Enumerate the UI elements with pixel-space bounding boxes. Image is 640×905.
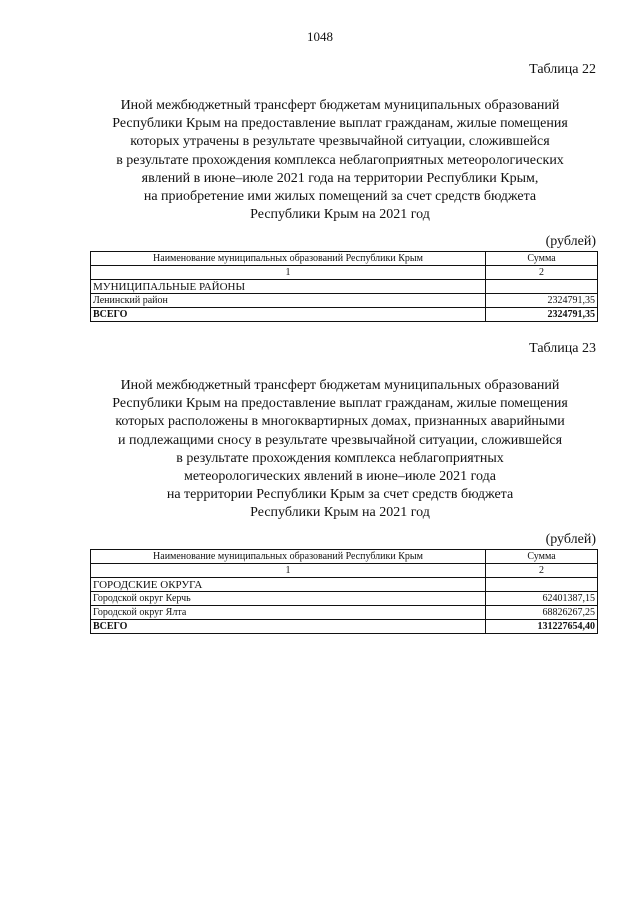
table-heading xyxy=(60,377,620,523)
group-row xyxy=(91,578,598,592)
group-row xyxy=(91,280,598,294)
column-number: 2 xyxy=(486,564,598,578)
heading-line: явлений в июне–июле 2021 года на территории Республики Крым, xyxy=(141,170,539,186)
column-header-name: Наименование муниципальных образований Республики Крым xyxy=(91,550,486,564)
column-header-amount: Сумма xyxy=(486,550,598,564)
amount-cell: 68826267,25 xyxy=(486,606,598,620)
unit-label: (рублей) xyxy=(545,234,596,249)
total-row xyxy=(91,308,598,322)
unit-label: (рублей) xyxy=(545,532,596,547)
total-amount: 131227654,40 xyxy=(486,620,598,634)
heading-line: Республики Крым на предоставление выплат гражданам, жилые помещения xyxy=(112,116,568,132)
column-header-name: Наименование муниципальных образований Республики Крым xyxy=(91,252,486,266)
table-header-row xyxy=(91,550,598,564)
heading-line: и подлежащими сносу в результате чрезвычайной ситуации, сложившейся xyxy=(117,432,563,448)
heading-line: в результате прохождения комплекса неблагоприятных метеорологических xyxy=(116,152,564,168)
amount-cell: 62401387,15 xyxy=(486,592,598,606)
heading-line: Иной межбюджетный трансферт бюджетам муниципальных образований xyxy=(120,98,560,113)
heading-line: на территории Республики Крым за счет средств бюджета xyxy=(166,487,514,503)
total-amount: 2324791,35 xyxy=(486,308,598,322)
column-number: 1 xyxy=(91,266,486,280)
municipality-name: Городской округ Керчь xyxy=(91,592,486,606)
table-row xyxy=(91,606,598,620)
amount-cell: 2324791,35 xyxy=(486,294,598,308)
heading-line: Республики Крым на 2021 год xyxy=(250,505,430,521)
heading-line: в результате прохождения комплекса неблагоприятных xyxy=(176,450,504,466)
group-label: МУНИЦИПАЛЬНЫЕ РАЙОНЫ xyxy=(91,280,486,294)
heading-line: Иной межбюджетный трансферт бюджетам муниципальных образований xyxy=(120,378,560,393)
table-heading xyxy=(60,97,620,224)
empty-cell xyxy=(486,578,598,592)
empty-cell xyxy=(486,280,598,294)
total-row xyxy=(91,620,598,634)
heading-line: которых утрачены в результате чрезвычайной ситуации, сложившейся xyxy=(130,134,550,150)
total-label: ВСЕГО xyxy=(91,620,486,634)
table-header-row xyxy=(91,252,598,266)
data-table xyxy=(90,251,598,322)
column-number: 2 xyxy=(486,266,598,280)
column-number-row xyxy=(91,266,598,280)
municipality-name: Городской округ Ялта xyxy=(91,606,486,620)
column-header-amount: Сумма xyxy=(486,252,598,266)
table-label: Таблица 22 xyxy=(529,62,596,77)
table-row xyxy=(91,592,598,606)
heading-line: Республики Крым на предоставление выплат гражданам, жилые помещения xyxy=(112,396,568,412)
heading-line: метеорологических явлений в июне–июле 2021 года xyxy=(184,469,496,485)
table-label: Таблица 23 xyxy=(529,341,596,356)
heading-line: которых расположены в многоквартирных домах, признанных аварийными xyxy=(115,414,565,430)
table-row xyxy=(91,294,598,308)
heading-line: Республики Крым на 2021 год xyxy=(250,207,430,223)
column-number: 1 xyxy=(91,564,486,578)
data-table xyxy=(90,549,598,634)
column-number-row xyxy=(91,564,598,578)
heading-line: на приобретение ими жилых помещений за счет средств бюджета xyxy=(143,189,537,205)
total-label: ВСЕГО xyxy=(91,308,486,322)
group-label: ГОРОДСКИЕ ОКРУГА xyxy=(91,578,486,592)
page-number: 1048 xyxy=(307,29,333,44)
municipality-name: Ленинский район xyxy=(91,294,486,308)
